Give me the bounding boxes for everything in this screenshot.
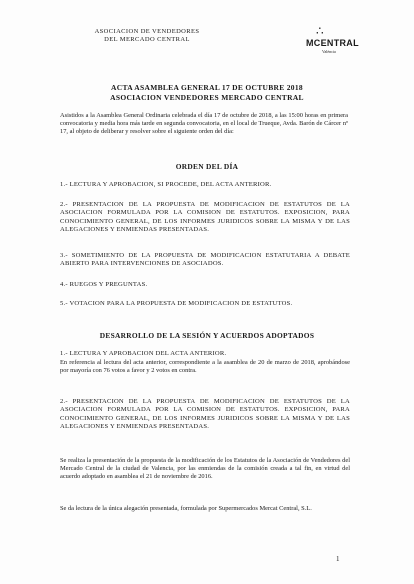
organization-header	[82, 28, 212, 44]
development-heading: DESARROLLO DE LA SESIÓN Y ACUERDOS ADOPTADOS	[99, 331, 315, 340]
order-item-3: 3.- SOMETIMIENTO DE LA PROPUESTA DE MODIFICACION ESTATUTARIA A DEBATE ABIERTO PARA INTERVENCIONES DE ASOCIADOS.	[60, 252, 350, 268]
development-item-1-title: 1.- LECTURA Y APROBACION DEL ACTA ANTERIOR.	[60, 350, 227, 357]
intro-paragraph: Asistidos a la Asamblea General Ordinaria celebrada el día 17 de octubre de 2018, a las 15:00 horas en primera convocatoria y media hora más tarde en segunda convocatoria, en el local de Trueque, Avda. Barón de Cárcer nº 17, al objeto de deliberar y resolver sobre el siguiente orden del día:	[60, 112, 348, 135]
order-item-1: 1.- LECTURA Y APROBACION, SI PROCEDE, DEL ACTA ANTERIOR.	[60, 181, 272, 188]
development-item-2-body: Se realiza la presentación de la propuesta de la modificación de los Estatutos de la Asociación de Vendedores del Mercado Central de la ciudad de Valencia, por las enmiendas de la comisión creada a tal fin, en virtud del acuerdo adoptado en asamblea el 21 de noviembre de 2016.	[60, 457, 350, 480]
logo-name: MCENTRAL	[306, 38, 359, 48]
development-item-2-title: 2.- PRESENTACION DE LA PROPUESTA DE MODIFICACION DE ESTATUTOS DE LA ASOCIACION FORMULADA POR LA COMISION DE ESTATUTOS. EXPOSICION, PARA CONOCIMIENTO GENERAL, DE LOS INFORMES JURIDICOS SOBRE LA MISMA Y DE LAS ALEGACIONES Y ENMIENDAS PRESENTADAS.	[60, 398, 350, 431]
order-item-2: 2.- PRESENTACION DE LA PROPUESTA DE MODIFICACION DE ESTATUTOS DE LA ASOCIACION FORMULADA POR LA COMISION DE ESTATUTOS. EXPOSICION, PARA CONOCIMIENTO GENERAL, DE LOS INFORMES JURIDICOS SOBRE LA MISMA Y DE LAS ALEGACIONES Y ENMIENDAS PRESENTADAS.	[60, 201, 350, 234]
logo-mark-icon: ∴	[316, 24, 324, 38]
org-name-line2: DEL MERCADO CENTRAL	[104, 36, 190, 43]
order-item-4: 4.- RUEGOS Y PREGUNTAS.	[60, 281, 148, 288]
development-item-3-body: Se da lectura de la única alegación presentada, formulada por Supermercados Mercat Central, S.L.	[60, 505, 312, 512]
development-item-1-body: En referencia al lectura del acta anterior, correspondiente a la asamblea de 20 de marzo de 2018, aprobándose por mayoría con 76 votos a favor y 2 votos en contra.	[60, 359, 350, 374]
mercado-central-logo	[300, 24, 375, 64]
order-item-5: 5.- VOTACION PARA LA PROPUESTA DE MODIFICACION DE ESTATUTOS.	[60, 300, 293, 307]
order-heading: ORDEN DEL DÍA	[175, 162, 239, 171]
logo-subtitle: València	[322, 49, 336, 54]
org-name-line1: ASOCIACION DE VENDEDORES	[94, 28, 200, 35]
document-subtitle: ASOCIACION VENDEDORES MERCADO CENTRAL	[110, 93, 304, 102]
document-title: ACTA ASAMBLEA GENERAL 17 DE OCTUBRE 2018	[111, 83, 303, 92]
page-number: 1	[336, 555, 340, 563]
